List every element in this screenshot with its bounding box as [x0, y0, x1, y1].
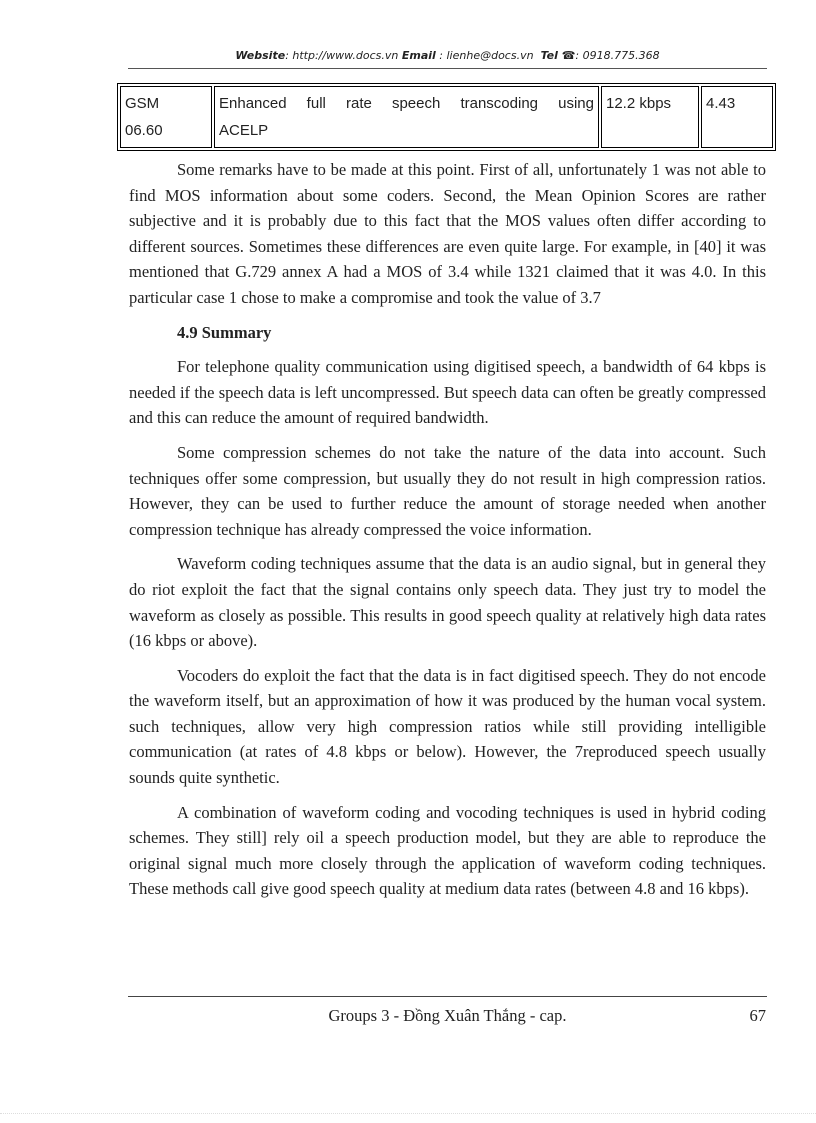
section-heading: 4.9 Summary: [177, 322, 272, 342]
footer-divider: [128, 996, 767, 997]
codec-table: [117, 83, 776, 151]
body-text: [129, 157, 766, 911]
paragraph: A combination of waveform coding and vocoding techniques is used in hybrid coding schemes. They still] rely oil a speech production model, but they are able to reproduce the original signal much more closely through the application of waveform coding techniques. These methods call give good speech quality at medium data rates (between 4.8 and 16 kbps).: [129, 802, 766, 899]
page-bottom-border: [0, 1113, 816, 1114]
website-label: Website: [235, 49, 286, 62]
mos-cell: 4.43: [701, 86, 773, 148]
email-link[interactable]: : lienhe@docs.vn: [435, 49, 534, 62]
bitrate-cell: 12.2 kbps: [601, 86, 699, 148]
codec-number: 06.60: [125, 122, 163, 139]
description-line: Enhanced full rate speech transcoding using: [219, 95, 594, 112]
header-divider: [128, 68, 767, 69]
description-line: ACELP: [219, 122, 269, 139]
email-label: Email: [401, 49, 436, 62]
website-link[interactable]: : http://www.docs.vn: [285, 49, 399, 62]
page-number: 67: [749, 1006, 766, 1025]
codec-cell: [120, 86, 212, 148]
paragraph: Vocoders do exploit the fact that the data is in fact digitised speech. They do not encode the waveform itself, but an approximation of how it was produced by the human vocal system. such techniques, allow very high compression ratios while still providing intelligible communication (at rates of 4.8 kbps or below). However, the 7reproduced speech usually sounds quite synthetic.: [129, 665, 766, 788]
table-row: [120, 86, 773, 148]
paragraph: Some compression schemes do not take the nature of the data into account. Such techniques offer some compression, but usually they do not result in high compression ratios. However, they can be used to further reduce the amount of storage needed when another compression technique has already compressed the voice information.: [129, 442, 766, 539]
paragraph: Waveform coding techniques assume that the data is an audio signal, but in general they do riot exploit the fact that the signal contains only speech data. They just try to model the waveform as closely as possible. This results in good speech quality at relatively high data rates (16 kbps or above).: [129, 554, 766, 651]
paragraph: Some remarks have to be made at this point. First of all, unfortunately 1 was not able to find MOS information about some coders. Second, the Mean Opinion Scores are rather subjective and it is probably due to this fact that the MOS values often differ according to different sources. Sometimes these differences are even quite large. For example, in [40] it was mentioned that G.729 annex A had a MOS of 3.4 while 1321 claimed that it was 4.0. In this particular case 1 chose to make a compromise and took the value of 3.7: [129, 160, 766, 307]
tel-value: : 0918.775.368: [575, 49, 660, 62]
tel-label: Tel ☎: [540, 49, 576, 62]
codec-name: GSM: [125, 95, 160, 112]
description-cell: [214, 86, 599, 148]
footer-text: Groups 3 - Đồng Xuân Thắng - cap.: [328, 1006, 567, 1025]
page-header: [128, 49, 767, 62]
paragraph: For telephone quality communication using digitised speech, a bandwidth of 64 kbps is needed if the speech data is left uncompressed. But speech data can often be greatly compressed and this can reduce the amount of required bandwidth.: [129, 357, 766, 428]
